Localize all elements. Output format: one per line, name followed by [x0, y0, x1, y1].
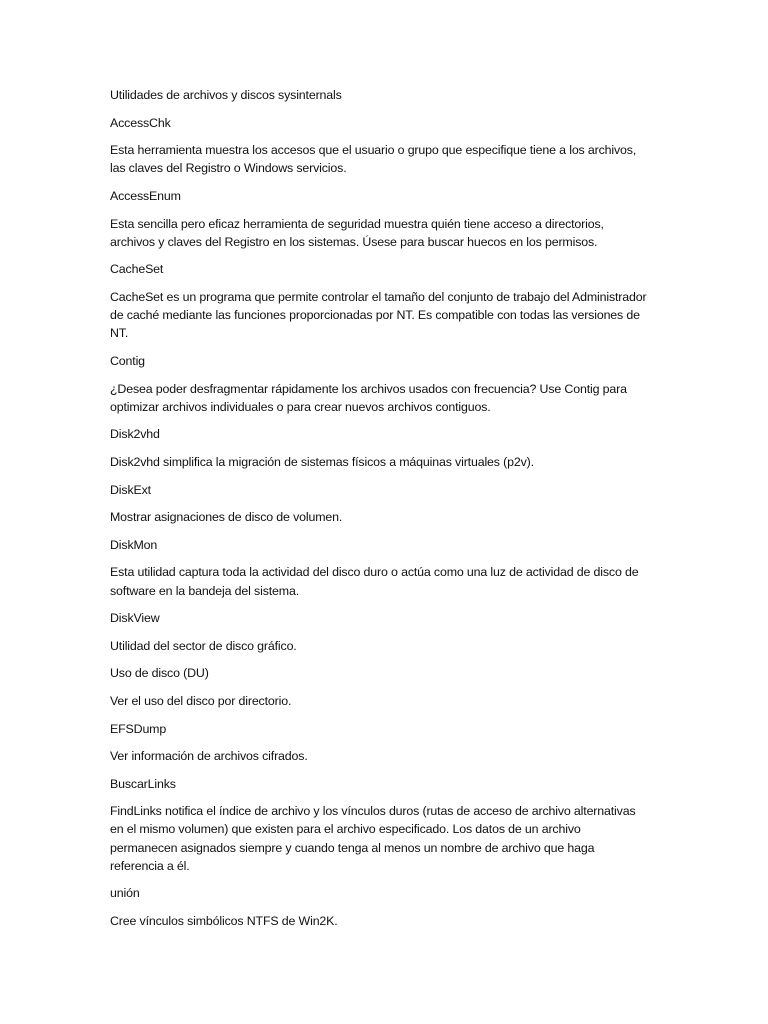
section-heading-accessenum: AccessEnum [110, 188, 181, 203]
section-body-union: Cree vínculos simbólicos NTFS de Win2K. [110, 914, 338, 929]
section-body-cacheset: CacheSet es un programa que permite controlar el tamaño del conjunto de trabajo del Administrador de caché mediante las funciones proporcionadas por NT. Es compatible con todas las versiones de NT. [110, 289, 647, 341]
section-body-efsdump: Ver información de archivos cifrados. [110, 749, 308, 764]
section-heading-accesschk: AccessChk [110, 115, 171, 130]
section-body-buscarlinks: FindLinks notifica el índice de archivo y los vínculos duros (rutas de acceso de archivo alternativas en el mismo volumen) que existen para el archivo especificado. Los datos de un archivo permanecen asignados siempre y cuando tenga al menos un nombre de archivo que haga referencia a él. [110, 804, 636, 873]
section-heading-disk2vhd: Disk2vhd [110, 427, 160, 442]
document-content [110, 86, 650, 940]
section-body-accesschk: Esta herramienta muestra los accesos que el usuario o grupo que especifique tiene a los archivos, las claves del Registro o Windows servicios. [110, 143, 637, 176]
section-heading-diskview: DiskView [110, 611, 160, 626]
section-heading-diskmon: DiskMon [110, 537, 158, 552]
section-heading-buscarlinks: BuscarLinks [110, 776, 176, 791]
section-heading-cacheset: CacheSet [110, 262, 164, 277]
section-body-du: Ver el uso del disco por directorio. [110, 693, 292, 708]
section-heading-union: unión [110, 886, 140, 901]
section-body-accessenum: Esta sencilla pero eficaz herramienta de seguridad muestra quién tiene acceso a directorios, archivos y claves del Registro en los sistemas. Úsese para buscar huecos en los permisos. [110, 216, 604, 249]
section-body-diskmon: Esta utilidad captura toda la actividad del disco duro o actúa como una luz de actividad de disco de software en la bandeja del sistema. [110, 565, 639, 598]
section-heading-efsdump: EFSDump [110, 721, 167, 736]
section-body-disk2vhd: Disk2vhd simplifica la migración de sistemas físicos a máquinas virtuales (p2v). [110, 454, 534, 469]
section-body-diskview: Utilidad del sector de disco gráfico. [110, 638, 297, 653]
section-heading-contig: Contig [110, 353, 145, 368]
section-body-diskext: Mostrar asignaciones de disco de volumen. [110, 510, 343, 525]
document-title: Utilidades de archivos y discos sysinternals [110, 88, 342, 102]
section-heading-diskext: DiskExt [110, 482, 151, 497]
section-body-contig: ¿Desea poder desfragmentar rápidamente los archivos usados con frecuencia? Use Contig para optimizar archivos individuales o para crear nuevos archivos contiguos. [110, 381, 627, 414]
section-heading-du: Uso de disco (DU) [110, 666, 209, 681]
